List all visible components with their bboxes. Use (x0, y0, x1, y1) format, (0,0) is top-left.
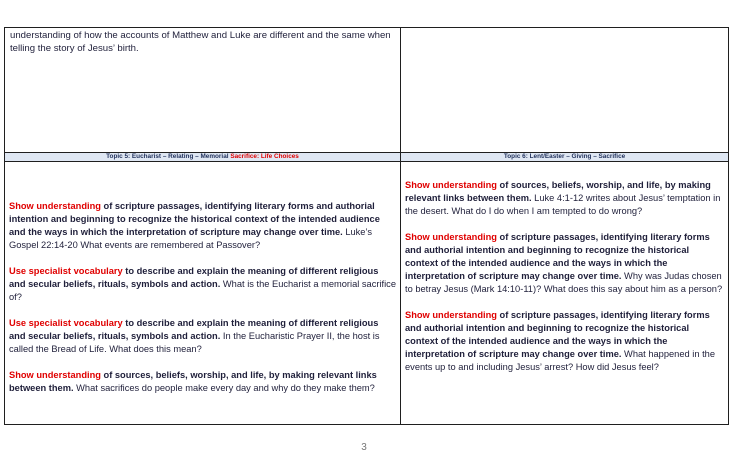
objective-paragraph (405, 231, 724, 296)
objective-keyword: Show understanding (405, 232, 497, 242)
topic6-header (401, 153, 729, 162)
objective-question: What is the Eucharist a memorial sacrifice of? (9, 279, 396, 302)
objective-bold: to describe and explain the meaning of different religious and secular beliefs, rituals, symbols and action. (9, 318, 379, 341)
objective-keyword: Use specialist vocabulary (9, 318, 123, 328)
top-left-cell (5, 28, 401, 153)
objective-bold: to describe and explain the meaning of different religious and secular beliefs, rituals, symbols and action. (9, 266, 379, 289)
objective-keyword: Show understanding (9, 370, 101, 380)
topic6-content (401, 162, 728, 374)
topic5-header (5, 153, 401, 162)
topic5-cell (5, 162, 401, 425)
objective-question: Luke’s Gospel 22:14-20 What events are remembered at Passover? (9, 227, 373, 250)
top-left-text: understanding of how the accounts of Matthew and Luke are different and the same when telling the story of Jesus’ birth. (10, 30, 391, 54)
objective-paragraph (9, 317, 396, 356)
objective-bold: of sources, beliefs, worship, and life, by making relevant links between them. (9, 370, 377, 393)
objective-question: In the Eucharistic Prayer II, the host is called the Bread of Life. What does this mean? (9, 331, 380, 354)
topic5-content (5, 162, 400, 395)
objective-bold: of scripture passages, identifying literary forms and authorial intention and beginning to recognize the historical context of the intended audience and the ways in which the interpretation of scripture may change over time. (405, 232, 710, 281)
objective-paragraph (405, 309, 724, 374)
objective-keyword: Use specialist vocabulary (9, 266, 123, 276)
objective-keyword: Show understanding (9, 201, 101, 211)
top-right-text (401, 28, 728, 30)
page-number: 3 (361, 442, 367, 453)
objective-keyword: Show understanding (405, 310, 497, 320)
objective-bold: of scripture passages, identifying literary forms and authorial intention and beginning to recognize the historical context of the intended audience and the ways in which the interpretation of scripture may change over time. (9, 201, 380, 237)
objective-paragraph (9, 200, 396, 252)
curriculum-table (4, 27, 729, 425)
objective-paragraph (9, 265, 396, 304)
objective-question: Why was Judas chosen to betray Jesus (Mark 14:10-11)? What does this say about him as a person? (405, 271, 723, 294)
topic6-header-text: Topic 6: Lent/Easter – Giving – Sacrifice (503, 153, 626, 160)
topic5-header-prefix: Topic 5: Eucharist – Relating – Memorial (106, 153, 231, 160)
top-right-cell (401, 28, 729, 153)
objective-paragraph (405, 179, 724, 218)
objective-question: What sacrifices do people make every day and why do they make them? (73, 383, 375, 393)
topic5-header-highlight: Sacrifice: Life Choices (230, 153, 299, 160)
objective-bold: of sources, beliefs, worship, and life, by making relevant links between them. (405, 180, 711, 203)
objective-question: What happened in the events up to and including Jesus’ arrest? How did Jesus feel? (405, 349, 716, 372)
topic6-cell (401, 162, 729, 425)
objective-keyword: Show understanding (405, 180, 497, 190)
objective-paragraph (9, 369, 396, 395)
objective-question: Luke 4:1-12 writes about Jesus’ temptation in the desert. What do I do when I am tempted to do wrong? (405, 193, 721, 216)
objective-bold: of scripture passages, identifying literary forms and authorial intention and beginning to recognize the historical context of the intended audience and the ways in which the interpretation of scripture may change over time. (405, 310, 710, 359)
